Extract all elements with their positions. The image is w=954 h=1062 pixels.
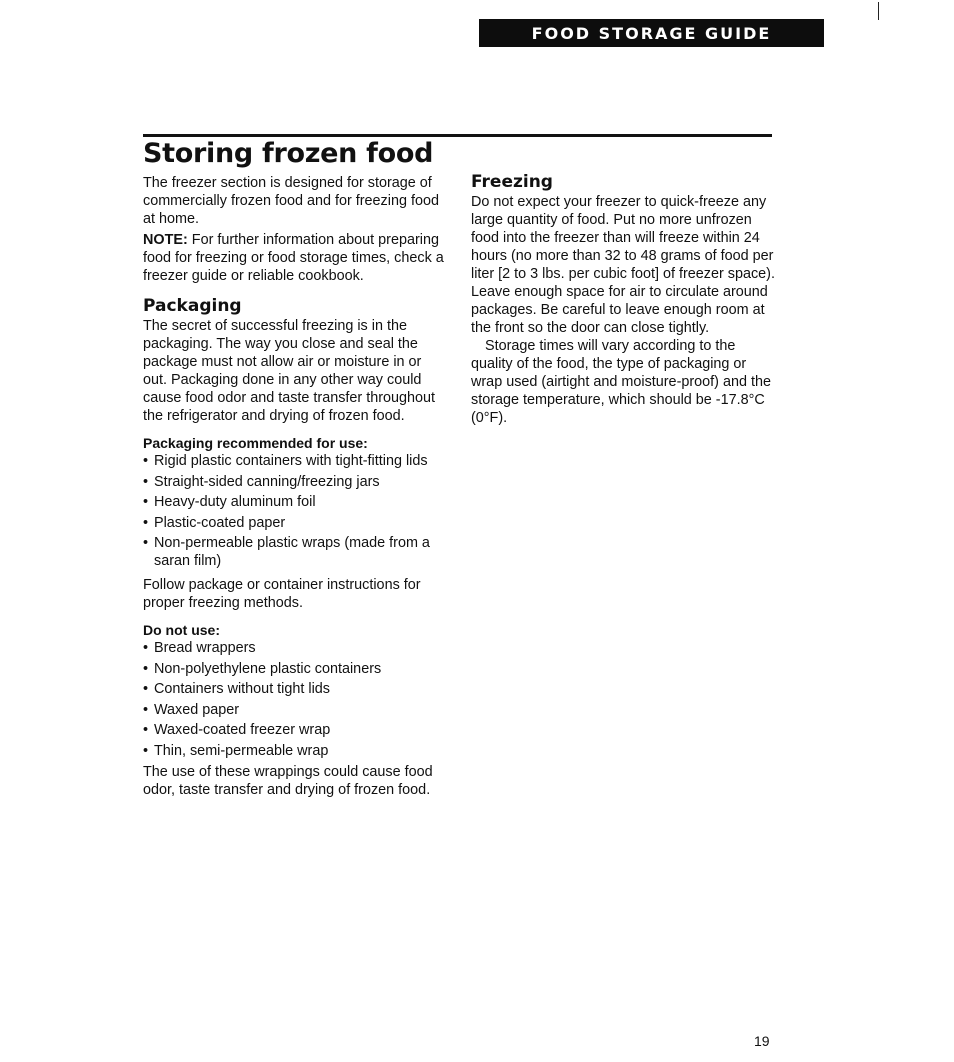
right-column [471, 171, 776, 427]
section-banner [479, 19, 824, 47]
list-item: • Waxed paper [143, 701, 448, 719]
section-banner-text: FOOD STORAGE GUIDE [531, 23, 772, 43]
title-rule [143, 134, 772, 137]
list-item: • Bread wrappers [143, 639, 448, 657]
recommended-list [143, 452, 448, 570]
note-label: NOTE: [143, 232, 188, 248]
list-item: • Thin, semi-permeable wrap [143, 742, 448, 760]
page-title: Storing frozen food [143, 138, 434, 169]
note-text: For further information about preparing food for freezing or food storage times, check a freezer guide or reliable cookbook. [143, 232, 444, 284]
closing-paragraph: The use of these wrappings could cause food odor, taste transfer and drying of frozen food. [143, 763, 433, 798]
list-item: • Non-polyethylene plastic containers [143, 660, 448, 678]
list-item: • Waxed-coated freezer wrap [143, 721, 448, 739]
list-item: • Rigid plastic containers with tight-fitting lids [143, 452, 448, 470]
freezing-heading: Freezing [471, 172, 553, 192]
follow-instructions-paragraph: Follow package or container instructions for proper freezing methods. [143, 577, 421, 611]
packaging-heading: Packaging [143, 296, 242, 316]
page-number: 19 [754, 1033, 770, 1049]
list-item: • Straight-sided canning/freezing jars [143, 473, 448, 491]
freezing-paragraph-2: Storage times will vary according to the quality of the food, the type of packaging or wrap used (airtight and moisture-proof) and the storage temperature, which should be -17.8°C (0°F). [471, 338, 771, 426]
freezing-paragraph-1: Do not expect your freezer to quick-freeze any large quantity of food. Put no more unfrozen food into the freezer than will freeze within 24 hours (no more than 32 to 48 grams of food per liter [2 to 3 lbs. per cubic foot] of freezer space). Leave enough space for air to circulate around packages. Be careful to leave enough room at the front so the door can close tightly. [471, 194, 775, 336]
intro-paragraph: The freezer section is designed for storage of commercially frozen food and for freezing food at home. [143, 175, 439, 227]
packaging-paragraph: The secret of successful freezing is in the packaging. The way you close and seal the package must not allow air or moisture in or out. Packaging done in any other way could cause food odor and taste transfer throughout the refrigerator and drying of frozen food. [143, 318, 436, 424]
page-edge-mark [878, 2, 879, 20]
list-item: • Containers without tight lids [143, 680, 448, 698]
list-item: • Plastic-coated paper [143, 514, 448, 532]
list-item: • Non-permeable plastic wraps (made from a saran film) [143, 534, 448, 570]
left-column [143, 174, 448, 799]
note-paragraph [143, 231, 448, 285]
do-not-use-list [143, 639, 448, 760]
do-not-use-heading: Do not use: [143, 622, 220, 638]
list-item: • Heavy-duty aluminum foil [143, 493, 448, 511]
recommended-heading: Packaging recommended for use: [143, 435, 368, 451]
